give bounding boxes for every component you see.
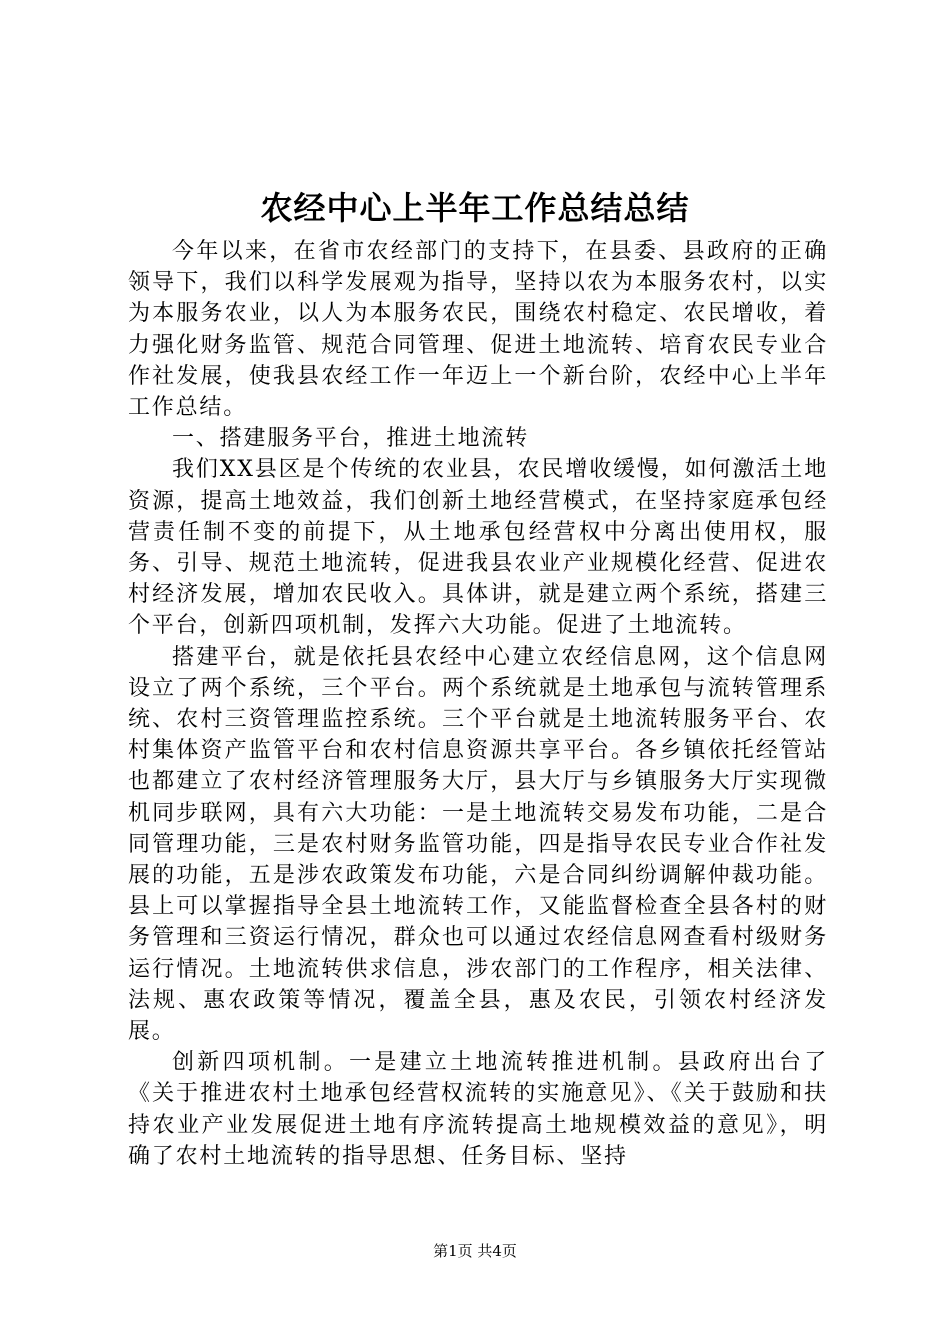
paragraph-platform: 搭建平台，就是依托县农经中心建立农经信息网，这个信息网设立了两个系统，三个平台。两个系统就是土地承包与流转管理系统、农村三资管理监控系统。三个平台就是土地流转服务平台、农村集体资产监管平台和农村信息资源共享平台。各乡镇依托经管站也都建立了农村经济管理服务大厅，县大厅与乡镇服务大厅实现微机同步联网，具有六大功能：一是土地流转交易发布功能，二是合同管理功能，三是农村财务监管功能，四是指导农民专业合作社发展的功能，五是涉农政策发布功能，六是合同纠纷调解仲裁功能。县上可以掌握指导全县土地流转工作，又能监督检查全县各村的财务管理和三资运行情况，群众也可以通过农经信息网查看村级财务运行情况。土地流转供求信息，涉农部门的工作程序，相关法律、法规、惠农政策等情况，覆盖全县，惠及农民，引领农村经济发展。	[128, 644, 828, 1045]
paragraph-intro: 今年以来，在省市农经部门的支持下，在县委、县政府的正确领导下，我们以科学发展观为指导，坚持以农为本服务农村，以实为本服务农业，以人为本服务农民，围绕农村稳定、农民增收，着力强化财务监管、规范合同管理、促进土地流转、培育农民专业合作社发展，使我县农经工作一年迈上一个新台阶，农经中心上半年工作总结。	[128, 239, 828, 421]
document-body	[128, 236, 828, 1172]
document-title: 农经中心上半年工作总结总结	[260, 189, 690, 227]
paragraph-land-transfer: 我们XX县区是个传统的农业县，农民增收缓慢，如何激活土地资源，提高土地效益，我们创新土地经营模式，在坚持家庭承包经营责任制不变的前提下，从土地承包经营权中分离出使用权，服务、引导、规范土地流转，促进我县农业产业规模化经营、促进农村经济发展，增加农民收入。具体讲，就是建立两个系统，搭建三个平台，创新四项机制，发挥六大功能。促进了土地流转。	[128, 457, 828, 639]
page-footer: 第1页 共4页	[433, 1242, 517, 1260]
paragraph-mechanisms: 创新四项机制。一是建立土地流转推进机制。县政府出台了《关于推进农村土地承包经营权流转的实施意见》、《关于鼓励和扶持农业产业发展促进土地有序流转提高土地规模效益的意见》，明确了农村土地流转的指导思想、任务目标、坚持	[128, 1050, 828, 1169]
section-heading-1: 一、搭建服务平台，推进土地流转	[172, 426, 530, 452]
